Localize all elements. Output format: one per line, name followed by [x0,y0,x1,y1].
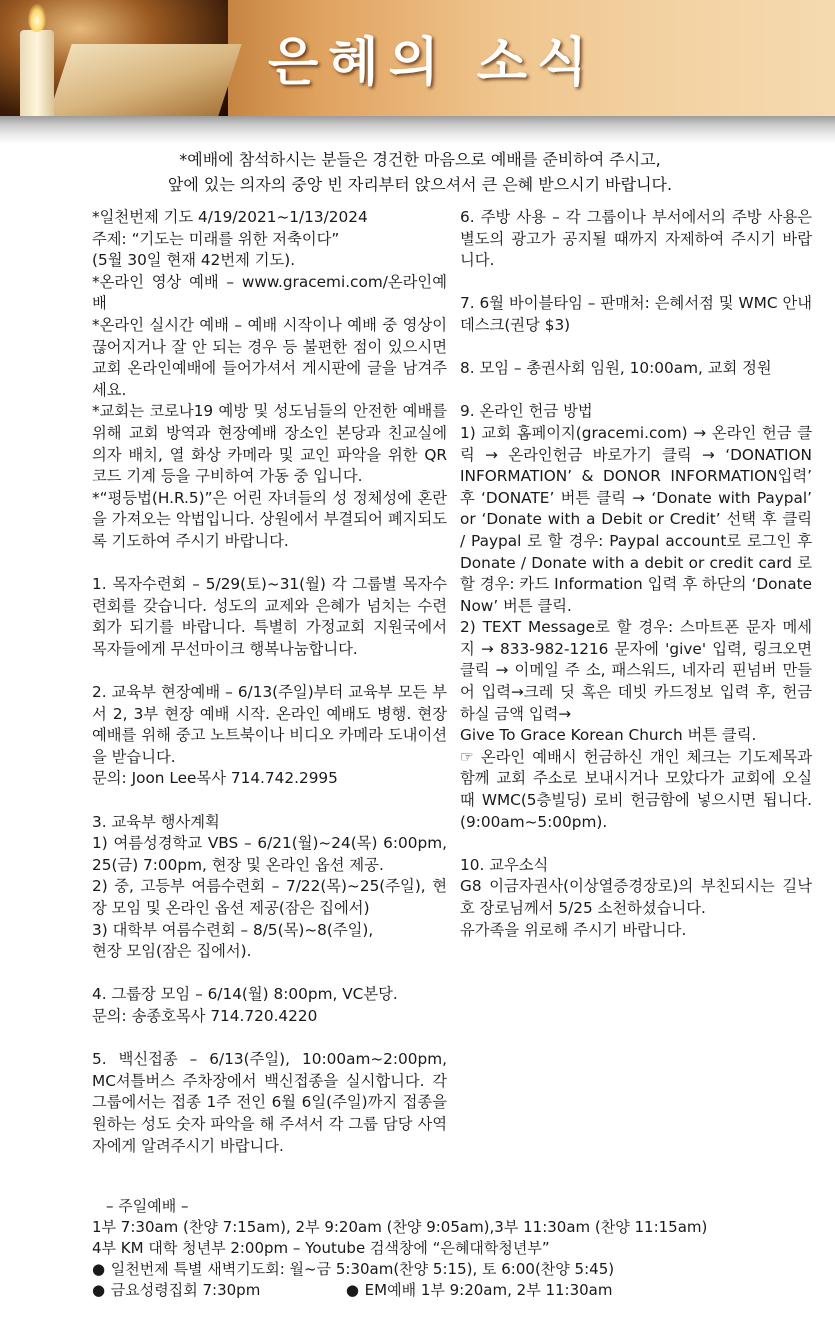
spacer [460,833,812,855]
spacer [92,1028,447,1050]
announcement-line: 문의: 송종호목사 714.720.4220 [92,1006,318,1025]
announcement-item: 7. 6월 바이블타임 – 판매처: 은혜서점 및 WMC 안내데스크(권당 $3) [460,294,812,334]
announcement-line: 1) 교회 홈페이지(gracemi.com) → 온라인 헌금 클릭 → 온라인헌금 바로가기 클릭 → ‘DONATION INFORMATION’ & DONOR INFORMATION입력’ 후 ‘DONATE’ 버튼 클릭 → ‘Donate with Paypal’ or ‘Donate with a Debit or Credit’ 선택 후 클릭 / Paypal 로 할 경우: Paypal account로 로그인 후 Donate / Donate with a debit or credit card 로 할 경우: 카드 Information 입력 후 하단의 ‘Donate Now’ 버튼 클릭. [460,423,812,615]
header-photo [0,0,228,116]
worship-schedule [92,1196,812,1301]
worship-notice [70,147,770,197]
announcement-line: 1) 여름성경학교 VBS – 6/21(월)~24(목) 6:00pm, 25(금) 7:00pm, 현장 및 온라인 옵션 제공. [92,834,447,874]
announcement-line: 문의: Joon Lee목사 714.742.2995 [92,769,338,788]
spacer [92,660,447,682]
announcement-line: *“평등법(H.R.5)”은 어린 자녀들의 성 정체성에 혼란을 가져오는 악법입니다. 상원에서 부결되어 폐지되도록 기도하여 주시기 바랍니다. [92,488,447,550]
candle-image [20,30,54,116]
notice-line: *예배에 참석하시는 분들은 경건한 마음으로 예배를 준비하여 주시고, [179,150,661,169]
announcement-item: 6. 주방 사용 – 각 그룹이나 부서에서의 주방 사용은 별도의 광고가 공지될 때까지 자제하여 주시기 바랍니다. [460,208,812,270]
spacer [92,553,447,575]
bullet-icon: ● [92,1260,106,1278]
announcement-line: *온라인 실시간 예배 – 예배 시작이나 예배 중 영상이 끊어지거나 잘 안 되는 경우 등 불편한 점이 있으시면 교회 온라인예배에 들어가셔서 게시판에 글을 남겨주세요. [92,315,447,399]
announcement-line: 주제: “기도는 미래를 위한 저축이다” [92,229,340,248]
spacer [92,963,447,985]
friday-service-text: 금요성령집회 7:30pm [110,1281,261,1299]
header-divider [0,116,835,144]
schedule-line [92,1280,812,1301]
announcement-item: 9. 온라인 헌금 방법 [460,402,593,421]
announcement-item: 3. 교육부 행사계획 [92,812,220,831]
announcement-line: G8 이금자권사(이상열증경장로)의 부친되시는 길낙호 장로님께서 5/25 소천하셨습니다. [460,877,812,917]
announcement-item: 1. 목자수련회 – 5/29(토)~31(월) 각 그룹별 목자수련회를 갖습니다. 성도의 교제와 은혜가 넘치는 수련회가 되기를 바랍니다. 특별히 가정교회 지원국에서 목자들에게 무선마이크 행복나눔합니다. [92,575,447,658]
announcement-line: Give To Grace Korean Church 버튼 클릭. [460,726,757,745]
announcement-item: 4. 그룹장 모임 – 6/14(월) 8:00pm, VC본당. [92,985,398,1004]
announcement-line: (5월 30일 현재 42번제 기도). [92,251,296,270]
right-column [460,207,812,941]
announcement-line: 2) TEXT Message로 할 경우: 스마트폰 문자 메세지 → 833-982-1216 문자에 'give' 입력, 링크오면 클릭 → 이메일 주 소, 패스워드, 네자리 핀넘버 만들어 입력→크레 딧 혹은 데빗 카드정보 입력 후, 헌금하실 금액 입력→ [460,618,812,723]
page-title: 은혜의 소식 [268,32,598,93]
announcement-line: 현장 모임(잠은 집에서). [92,942,252,961]
announcement-item: 5. 백신접종 – 6/13(주일), 10:00am~2:00pm, MC셔틀버스 주차장에서 백신접종을 실시합니다. 각 그룹에서는 접종 1주 전인 6월 6일(주일)까지 접종을 원하는 성도 숫자 파악을 해 주셔서 각 그룹 담당 사역자에게 알려주시기 바랍니다. [92,1050,447,1155]
announcement-item: 10. 교우소식 [460,855,549,874]
bullet-icon: ● [345,1281,359,1299]
announcement-line: *일천번제 기도 4/19/2021~1/13/2024 [92,208,368,226]
bible-image [48,44,241,116]
announcement-line: 2) 중, 고등부 여름수련회 – 7/22(목)~25(주일), 현장 모임 및 온라인 옵션 제공(잠은 집에서) [92,877,447,917]
dawn-prayer-text: 일천번제 특별 새벽기도회: 월~금 5:30am(찬양 5:15), 토 6:00(찬양 5:45) [110,1260,615,1278]
schedule-title: – 주일예배 – [106,1197,189,1215]
spacer [460,272,812,294]
schedule-line [92,1259,812,1280]
spacer [460,380,812,402]
announcement-line: ☞ 온라인 예배시 헌금하신 개인 체크는 기도제목과 함께 교회 주소로 보내시거나 모았다가 교회에 오실 때 WMC(5층빌딩) 로비 헌금함에 넣으시면 됩니다. (9:00am~5:00pm). [460,747,812,831]
left-column [92,207,447,1157]
announcement-line: 유가족을 위로해 주시기 바랍니다. [460,920,687,939]
em-service-text: EM예배 1부 9:20am, 2부 11:30am [364,1281,613,1299]
announcement-line: 3) 대학부 여름수련회 – 8/5(목)~8(주일), [92,920,374,939]
header-banner [0,0,835,116]
notice-line: 앞에 있는 의자의 중앙 빈 자리부터 앉으셔서 큰 은혜 받으시기 바랍니다. [167,175,673,194]
bullet-icon: ● [92,1281,106,1299]
announcement-line: *교회는 코로나19 예방 및 성도님들의 안전한 예배를 위해 교회 방역과 현장예배 장소인 본당과 친교실에 의자 배치, 열 화상 카메라 및 교인 파악을 위한 QR 코드 기계 등을 구비하여 가동 중 입니다. [92,402,447,486]
announcement-item: 8. 모임 – 총권사회 임원, 10:00am, 교회 정원 [460,359,772,378]
announcement-item: 2. 교육부 현장예배 – 6/13(주일)부터 교육부 모든 부서 2, 3부 현장 예배 시작. 온라인 예배도 병행. 현장 예배를 위해 중고 노트북이나 비디오 카메라 도내이션을 받습니다. [92,683,447,766]
schedule-line: 4부 KM 대학 청년부 2:00pm – Youtube 검색창에 “은혜대학청년부” [92,1239,550,1257]
flame-icon [28,4,46,32]
spacer [92,790,447,812]
spacer [460,337,812,359]
announcement-line: *온라인 영상 예배 – www.gracemi.com/온라인예배 [92,272,447,313]
schedule-line: 1부 7:30am (찬양 7:15am), 2부 9:20am (찬양 9:05am),3부 11:30am (찬양 11:15am) [92,1218,708,1236]
